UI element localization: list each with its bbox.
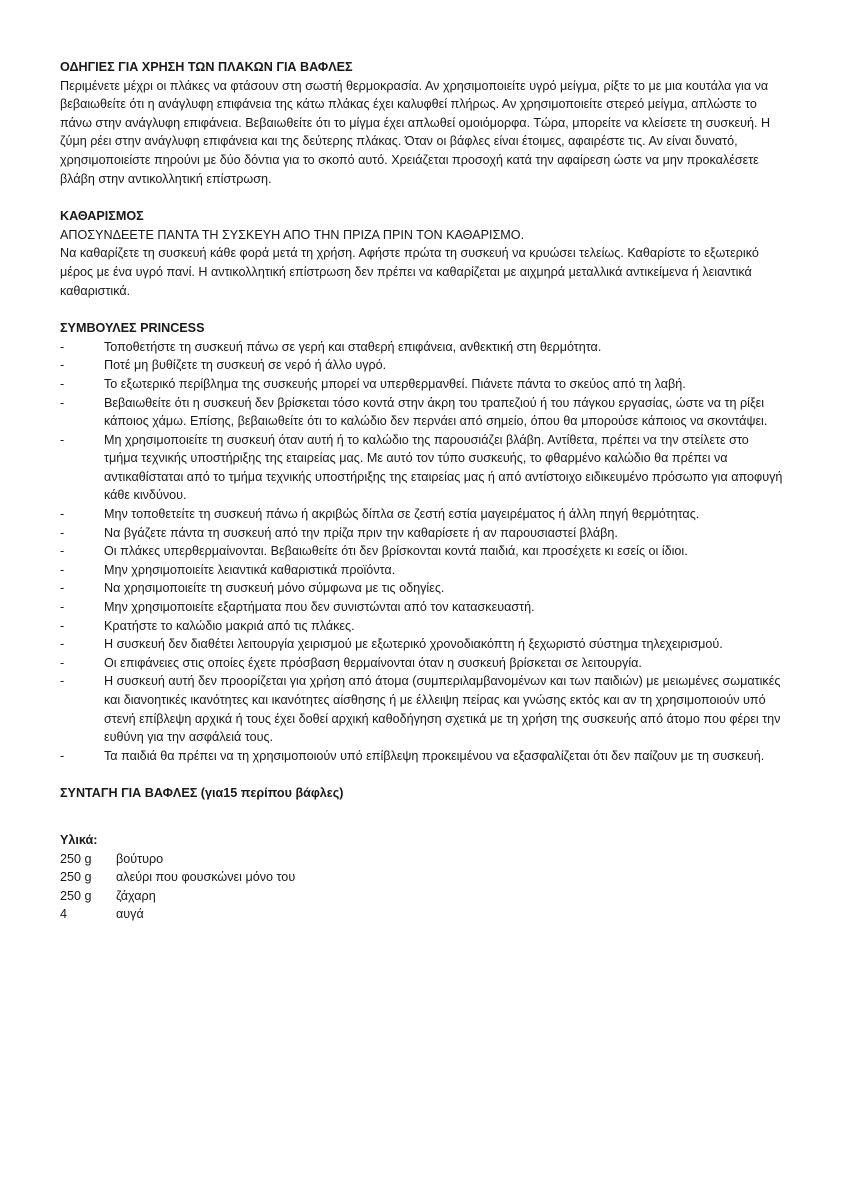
bullet-dash: - — [60, 507, 65, 522]
usage-paragraph: Περιμένετε μέχρι οι πλάκες να φτάσουν στη σωστή θερμοκρασία. Αν χρησιμοποιείτε υγρό μείγμα, ρίξτε το με μια κουτάλα για να βεβαιωθείτε ότι η ανάγλυφη επιφάνεια της κάτω πλάκας έχει καλυφθεί πλήρως. Αν χρησιμοποιείτε στερεό μείγμα, απλώστε το πάνω στην ανάγλυφη επιφάνεια. Βεβαιωθείτε ότι το μίγμα έχει απλωθεί ομοιόμορφα. Τώρα, μπορείτε να κλείσετε τη συσκευή. Η ζύμη ρέει στην ανάγλυφη επιφάνεια και της δεύτερης πλάκας. Όταν οι βάφλες είναι έτοιμες, αφαιρέστε τις. Αν είναι δυνατό, χρησιμοποιείστε πηρούνι με δύο δόντια για το σκοπό αυτό. Χρειάζεται προσοχή κατά την αφαίρεση ώστε να μην προκαλέσετε βλάβη στην αντικολλητική επίστρωση. — [60, 78, 771, 186]
list-item-text: Οι επιφάνειες στις οποίες έχετε πρόσβαση θερμαίνονται όταν η συσκευή βρίσκεται σε λειτουργία. — [104, 655, 642, 670]
bullet-dash: - — [60, 544, 65, 559]
tips-section — [60, 319, 786, 765]
ingredient-name: αλεύρι που φουσκώνει μόνο του — [116, 870, 296, 885]
ingredient-quantity: 4 — [60, 907, 68, 922]
usage-heading: ΟΔΗΓΙΕΣ ΓΙΑ ΧΡΗΣΗ ΤΩΝ ΠΛΑΚΩΝ ΓΙΑ ΒΑΦΛΕΣ — [60, 60, 353, 74]
bullet-dash: - — [60, 581, 65, 596]
bullet-dash: - — [60, 655, 65, 670]
list-item — [60, 524, 786, 543]
bullet-dash: - — [60, 674, 65, 689]
list-item-text: Μην τοποθετείτε τη συσκευή πάνω ή ακριβώς δίπλα σε ζεστή εστία μαγειρέματος ή άλλη πηγή θερμότητας. — [104, 507, 700, 522]
tips-heading: ΣΥΜΒΟΥΛΕΣ PRINCESS — [60, 321, 205, 336]
list-item-text: Ποτέ μη βυθίζετε τη συσκευή σε νερό ή άλλο υγρό. — [104, 358, 387, 373]
list-item-text: Τα παιδιά θα πρέπει να τη χρησιμοποιούν υπό επίβλεψη προκειμένου να εξασφαλίζεται ότι δεν παίζουν με τη συσκευή. — [104, 748, 765, 763]
cleaning-heading: ΚΑΘΑΡΙΣΜΟΣ — [60, 209, 144, 224]
bullet-dash: - — [60, 748, 65, 763]
list-item-text: Βεβαιωθείτε ότι η συσκευή δεν βρίσκεται τόσο κοντά στην άκρη του τραπεζιού ή του πάγκου εργασίας, ώστε να τη ρίξει κάποιος χάμω. Επίσης, βεβαιωθείτε ότι το καλώδιο δεν περνάει από σημείο, όπου θα μπορούσε κάποιος να σκοντάψει. — [104, 395, 768, 429]
cleaning-warning: ΑΠΟΣΥΝΔΕΕΤΕ ΠΑΝΤΑ ΤΗ ΣΥΣΚΕΥΗ ΑΠΟ ΤΗΝ ΠΡΙΖΑ ΠΡΙΝ ΤΟΝ ΚΑΘΑΡΙΣΜΟ. — [60, 227, 525, 242]
list-item — [60, 617, 786, 636]
bullet-dash: - — [60, 339, 65, 354]
ingredient-quantity: 250 g — [60, 870, 92, 885]
ingredient-name: ζάχαρη — [116, 888, 156, 903]
list-item-text: Τοποθετήστε τη συσκευή πάνω σε γερή και σταθερή επιφάνεια, ανθεκτική στη θερμότητα. — [104, 339, 602, 354]
list-item — [60, 747, 786, 766]
list-item-text: Κρατήστε το καλώδιο μακριά από τις πλάκες. — [104, 618, 355, 633]
list-item-text: Να βγάζετε πάντα τη συσκευή από την πρίζα πριν την καθαρίσετε ή αν παρουσιαστεί βλάβη. — [104, 525, 618, 540]
list-item — [60, 598, 786, 617]
ingredient-name: βούτυρο — [116, 851, 164, 866]
usage-section — [60, 58, 786, 188]
ingredient-row — [60, 868, 786, 887]
ingredient-row — [60, 887, 786, 906]
list-item-text: Η συσκευή δεν διαθέτει λειτουργία χειρισμού με εξωτερικό χρονοδιακόπτη ή ξεχωριστό σύστημα τηλεχειρισμού. — [104, 637, 723, 652]
bullet-dash: - — [60, 637, 65, 652]
page-content — [60, 58, 786, 943]
list-item-text: Μην χρησιμοποιείτε λειαντικά καθαριστικά προϊόντα. — [104, 562, 396, 577]
bullet-dash: - — [60, 395, 65, 410]
ingredient-row — [60, 905, 786, 924]
list-item-text: Μην χρησιμοποιείτε εξαρτήματα που δεν συνιστώνται από τον κατασκευαστή. — [104, 600, 535, 615]
bullet-dash: - — [60, 618, 65, 633]
list-item — [60, 505, 786, 524]
bullet-dash: - — [60, 376, 65, 391]
recipe-heading: ΣΥΝΤΑΓΗ ΓΙΑ ΒΑΦΛΕΣ (για15 περίπου βάφλες) — [60, 786, 344, 801]
bullet-dash: - — [60, 432, 65, 447]
list-item — [60, 338, 786, 357]
list-item — [60, 635, 786, 654]
tips-list — [60, 338, 786, 766]
list-item — [60, 654, 786, 673]
cleaning-paragraph: Να καθαρίζετε τη συσκευή κάθε φορά μετά τη χρήση. Αφήστε πρώτα τη συσκευή να κρυώσει τελείως. Καθαρίστε το εξωτερικό μέρος με ένα υγρό πανί. Η αντικολλητική επίστρωση δεν πρέπει να καθαρίζεται με αιχμηρά μεταλλικά αντικείμενα ή λειαντικά καθαριστικά. — [60, 246, 759, 298]
bullet-dash: - — [60, 358, 65, 373]
list-item-text: Το εξωτερικό περίβλημα της συσκευής μπορεί να υπερθερμανθεί. Πιάνετε πάντα το σκεύος από τη λαβή. — [104, 376, 686, 391]
list-item — [60, 375, 786, 394]
list-item-text: Να χρησιμοποιείτε τη συσκευή μόνο σύμφωνα με τις οδηγίες. — [104, 581, 445, 596]
ingredients-label: Υλικά: — [60, 832, 98, 847]
list-item — [60, 394, 786, 431]
list-item — [60, 542, 786, 561]
recipe-section — [60, 784, 786, 924]
bullet-dash: - — [60, 600, 65, 615]
list-item — [60, 356, 786, 375]
list-item — [60, 579, 786, 598]
list-item — [60, 672, 786, 746]
ingredient-quantity: 250 g — [60, 888, 92, 903]
cleaning-section — [60, 207, 786, 300]
ingredient-quantity: 250 g — [60, 851, 92, 866]
ingredients-list — [60, 850, 786, 924]
list-item — [60, 431, 786, 505]
list-item — [60, 561, 786, 580]
list-item-text: Οι πλάκες υπερθερμαίνονται. Βεβαιωθείτε ότι δεν βρίσκονται κοντά παιδιά, και προσέχετε κι εσείς οι ίδιοι. — [104, 544, 688, 559]
ingredient-row — [60, 850, 786, 869]
list-item-text: Η συσκευή αυτή δεν προορίζεται για χρήση από άτομα (συμπεριλαμβανομένων και των παιδιών) με μειωμένες σωματικές και διανοητικές ικανότητες και ικανότητες αίσθησης ή με έλλειψη πείρας και γνώσης εκτός και αν τη χρησιμοποιούν υπό στενή επίβλεψη αρχικά ή τους έχει δοθεί αρχική καθοδήγηση σχετικά με τη χρήση της συσκευής από άτομο που φέρει την ευθύνη για την ασφάλειά τους. — [104, 674, 781, 745]
bullet-dash: - — [60, 562, 65, 577]
list-item-text: Μη χρησιμοποιείτε τη συσκευή όταν αυτή ή το καλώδιο της παρουσιάζει βλάβη. Αντίθετα, πρέπει να την στείλετε στο τμήμα τεχνικής υποστήριξης της εταιρείας μας. Με αυτό τον τύπο συσκευής, το φθαρμένο καλώδιο θα πρέπει να αντικαθίσταται από το τμήμα τεχνικής υποστήριξης της εταιρείας μας ή από αντίστοιχο ειδικευμένο πρόσωπο για αποφυγή κάθε κινδύνου. — [104, 432, 783, 503]
bullet-dash: - — [60, 525, 65, 540]
ingredient-name: αυγά — [116, 907, 144, 922]
